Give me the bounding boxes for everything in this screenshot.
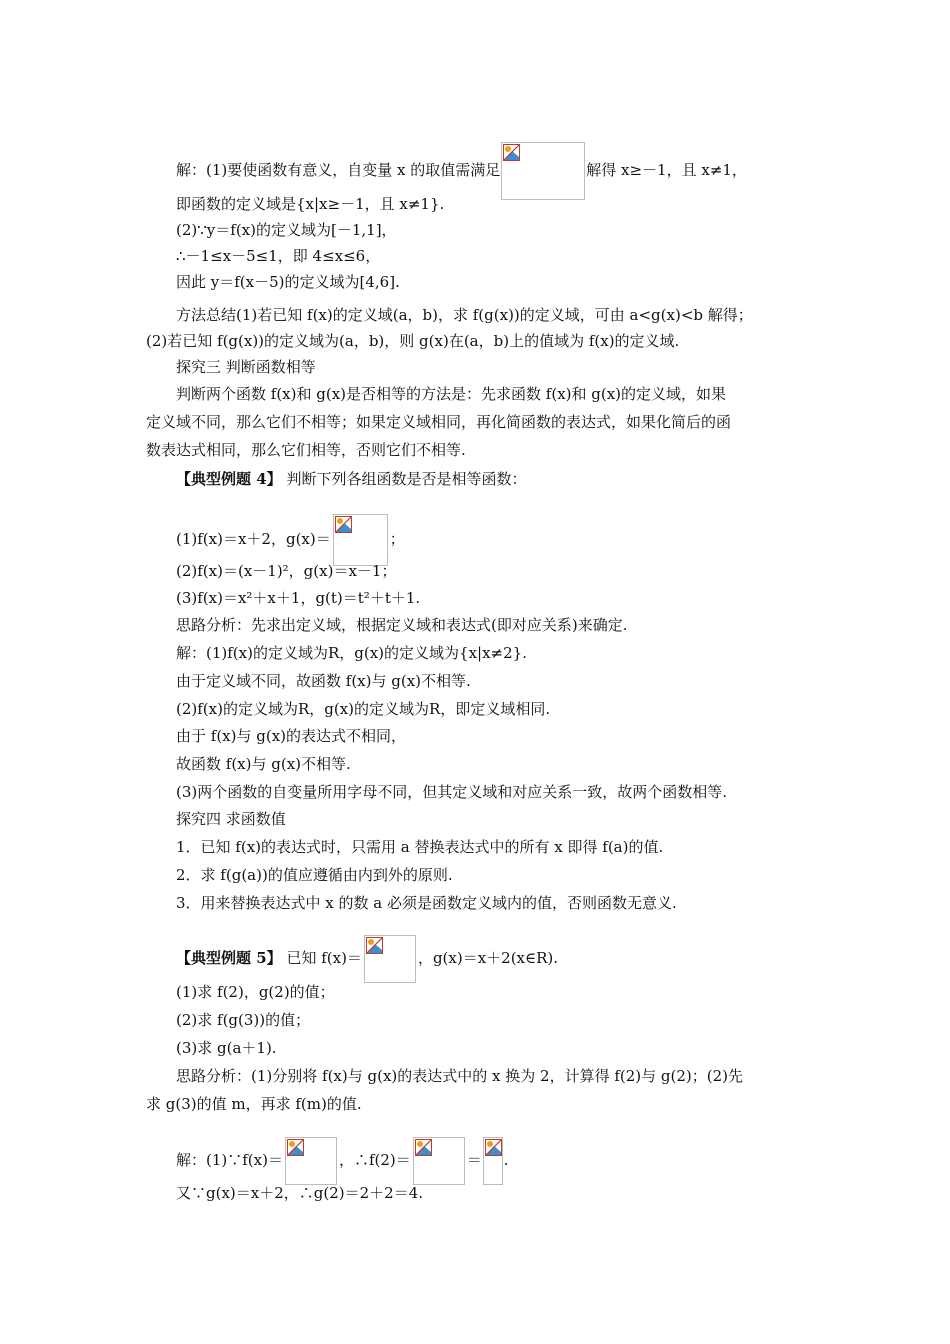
image-placeholder-icon <box>485 1139 502 1156</box>
example-label: 【典型例题 5】 <box>176 949 282 967</box>
text: (1)f(x)＝x＋2，g(x)＝ <box>176 530 331 548</box>
example-title <box>176 935 558 983</box>
text: 解：(1)要使函数有意义，自变量 x 的取值需满足 <box>176 161 501 179</box>
text-line: 即函数的定义域是{x|x≥－1，且 x≠1}. <box>176 195 445 213</box>
text: ，∴f(2)＝ <box>338 1151 411 1169</box>
text-line: 1．已知 f(x)的表达式时，只需用 a 替换表达式中的所有 x 即得 f(a)的值. <box>176 838 664 856</box>
image-placeholder-icon <box>503 144 520 161</box>
text-line: 又∵g(x)＝x＋2，∴g(2)＝2＋2＝4. <box>176 1184 424 1202</box>
text-line <box>176 514 405 566</box>
image-placeholder-icon <box>287 1139 304 1156</box>
image-placeholder-icon <box>366 937 383 954</box>
image-placeholder-icon <box>335 516 352 533</box>
section-heading: 探究四 求函数值 <box>176 810 286 828</box>
example-label: 【典型例题 4】 <box>176 470 282 488</box>
text-line: 因此 y＝f(x－5)的定义域为[4,6]. <box>176 273 400 291</box>
formula-image <box>364 935 416 983</box>
text-line <box>176 1137 509 1185</box>
text: 已知 f(x)＝ <box>281 949 362 967</box>
text-line: (1)求 f(2)，g(2)的值； <box>176 983 335 1001</box>
text-line: ∴－1≤x－5≤1，即 4≤x≤6， <box>176 247 381 265</box>
text-line: (2)∵y＝f(x)的定义域为[－1,1]， <box>176 221 397 239</box>
text-line: (2)若已知 f(g(x))的定义域为(a，b)，则 g(x)在(a，b)上的值域为 f(x)的定义域. <box>146 332 680 350</box>
text-line: (3)f(x)＝x²＋x＋1，g(t)＝t²＋t＋1. <box>176 589 421 607</box>
solution-line-1 <box>176 142 747 200</box>
text: ，g(x)＝x＋2(x∈R). <box>417 949 559 967</box>
example-title <box>176 469 526 489</box>
text: . <box>503 1151 509 1169</box>
formula-image <box>501 142 585 200</box>
text-line: 判断两个函数 f(x)和 g(x)是否相等的方法是：先求函数 f(x)和 g(x)的定义域，如果 <box>176 385 727 403</box>
text: 解：(1)∵f(x)＝ <box>176 1151 283 1169</box>
text-line: 故函数 f(x)与 g(x)不相等. <box>176 755 351 773</box>
text-line: 2．求 f(g(a))的值应遵循由内到外的原则. <box>176 866 453 884</box>
section-heading: 探究三 判断函数相等 <box>176 358 316 376</box>
text-line: 由于 f(x)与 g(x)的表达式不相同， <box>176 727 407 745</box>
text-line: 由于定义域不同，故函数 f(x)与 g(x)不相等. <box>176 672 471 690</box>
text-line: 定义域不同，那么它们不相等；如果定义域相同，再化简函数的表达式，如果化简后的函 <box>146 413 732 431</box>
text-line: 思路分析：先求出定义域，根据定义域和表达式(即对应关系)来确定. <box>176 616 628 634</box>
text-line: (3)两个函数的自变量所用字母不同，但其定义域和对应关系一致，故两个函数相等. <box>176 783 728 801</box>
text-line: 求 g(3)的值 m，再求 f(m)的值. <box>146 1095 362 1113</box>
text-line: 3．用来替换表达式中 x 的数 a 必须是函数定义域内的值，否则函数无意义. <box>176 894 677 912</box>
text-line: 思路分析：(1)分别将 f(x)与 g(x)的表达式中的 x 换为 2，计算得 f(2)与 g(2)；(2)先 <box>176 1067 744 1085</box>
text-line: (3)求 g(a＋1). <box>176 1039 277 1057</box>
text-line: (2)f(x)的定义域为R，g(x)的定义域为R，即定义域相同. <box>176 700 551 718</box>
text: ＝ <box>466 1151 482 1169</box>
text-line: (2)求 f(g(3))的值； <box>176 1011 311 1029</box>
text-line: 解：(1)f(x)的定义域为R，g(x)的定义域为{x|x≠2}. <box>176 644 527 662</box>
formula-image <box>333 514 388 566</box>
formula-image <box>413 1137 465 1185</box>
text: 解得 x≥－1，且 x≠1， <box>586 161 747 179</box>
formula-image <box>285 1137 337 1185</box>
image-placeholder-icon <box>415 1139 432 1156</box>
text-line: 数表达式相同，那么它们相等，否则它们不相等. <box>146 441 466 459</box>
text: ； <box>389 530 405 548</box>
text-line: 方法总结(1)若已知 f(x)的定义域(a，b)，求 f(g(x))的定义域，可由 a<g(x)<b 解得； <box>176 306 753 324</box>
text: 判断下列各组函数是否是相等函数： <box>281 470 527 488</box>
text-line: (2)f(x)＝(x－1)²，g(x)＝x－1； <box>176 562 397 580</box>
formula-image <box>483 1137 503 1185</box>
